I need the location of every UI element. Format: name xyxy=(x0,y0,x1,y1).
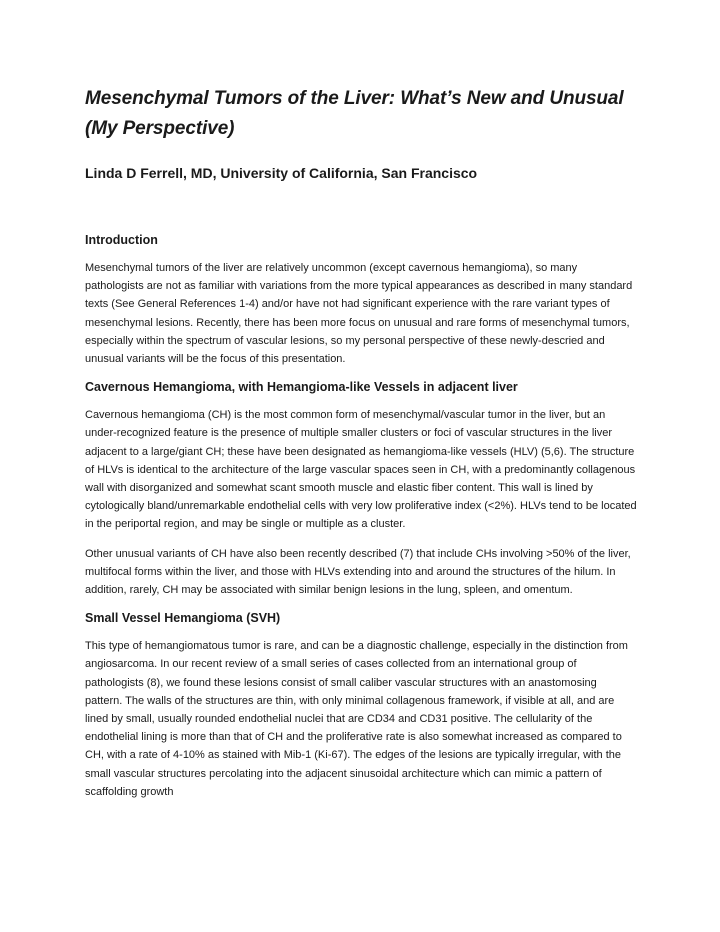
section-heading-introduction: Introduction xyxy=(85,233,158,247)
paragraph-cavernous-hemangioma-2: Other unusual variants of CH have also been recently described (7) that include CHs involving >50% of the liver, multifocal forms within the liver, and those with HLVs extending into and around the structures of the hilum. In addition, rarely, CH may be associated with similar benign lesions in the lung, spleen, and omentum. xyxy=(85,547,631,597)
section-heading-small-vessel-hemangioma: Small Vessel Hemangioma (SVH) xyxy=(85,611,281,626)
section-heading-cavernous-hemangioma: Cavernous Hemangioma, with Hemangioma-like Vessels in adjacent liver xyxy=(85,380,518,395)
document-title-line-2: (My Perspective) xyxy=(85,118,235,139)
document-title xyxy=(85,84,637,144)
document-title-line-1: Mesenchymal Tumors of the Liver: What’s New and Unusual xyxy=(85,88,624,109)
paragraph-cavernous-hemangioma-1: Cavernous hemangioma (CH) is the most common form of mesenchymal/vascular tumor in the liver, but an under-recognized feature is the presence of multiple smaller clusters or foci of vascular structures in the liver adjacent to a large/giant CH; these have been designated as hemangioma-like vessels (HLV) (5,6). The structure of HLVs is identical to the architecture of the large vascular spaces seen in CH, with a predominantly collagenous wall with disorganized and somewhat scant smooth muscle and elastic fiber content. This wall is lined by cytologically bland/unremarkable endothelial cells with very low proliferative index (<2%). HLVs tend to be located in the periportal region, and may be single or multiple as a cluster. xyxy=(85,409,637,531)
document-page xyxy=(85,84,637,801)
paragraph-small-vessel-hemangioma: This type of hemangiomatous tumor is rare, and can be a diagnostic challenge, especially in the distinction from angiosarcoma. In our recent review of a small series of cases collected from an international group of pathologists (8), we found these lesions consist of small caliber vascular structures with an anastomosing pattern. The walls of the structures are thin, with only minimal collagenous framework, if visible at all, and are lined by small, usually rounded endothelial nuclei that are CD34 and CD31 positive. The cellularity of the endothelial lining is more than that of CH and the proliferative rate is also somewhat increased as compared to CH, with a rate of 4-10% as stained with Mib-1 (Ki-67). The edges of the lesions are typically irregular, with the small vascular structures percolating into the adjacent sinusoidal architecture which can mimic a pattern of scaffolding growth xyxy=(85,640,628,798)
author-line: Linda D Ferrell, MD, University of California, San Francisco xyxy=(85,165,478,181)
paragraph-introduction: Mesenchymal tumors of the liver are relatively uncommon (except cavernous hemangioma), so many pathologists are not as familiar with variations from the more typical appearances as described in many standard texts (See General References 1-4) and/or have not had significant experience with the rare variant types of mesenchymal lesions. Recently, there has been more focus on unusual and rare forms of mesenchymal tumors, especially within the spectrum of vascular lesions, so my personal perspective of these newly-descried and unusual variants will be the focus of this presentation. xyxy=(85,262,633,366)
